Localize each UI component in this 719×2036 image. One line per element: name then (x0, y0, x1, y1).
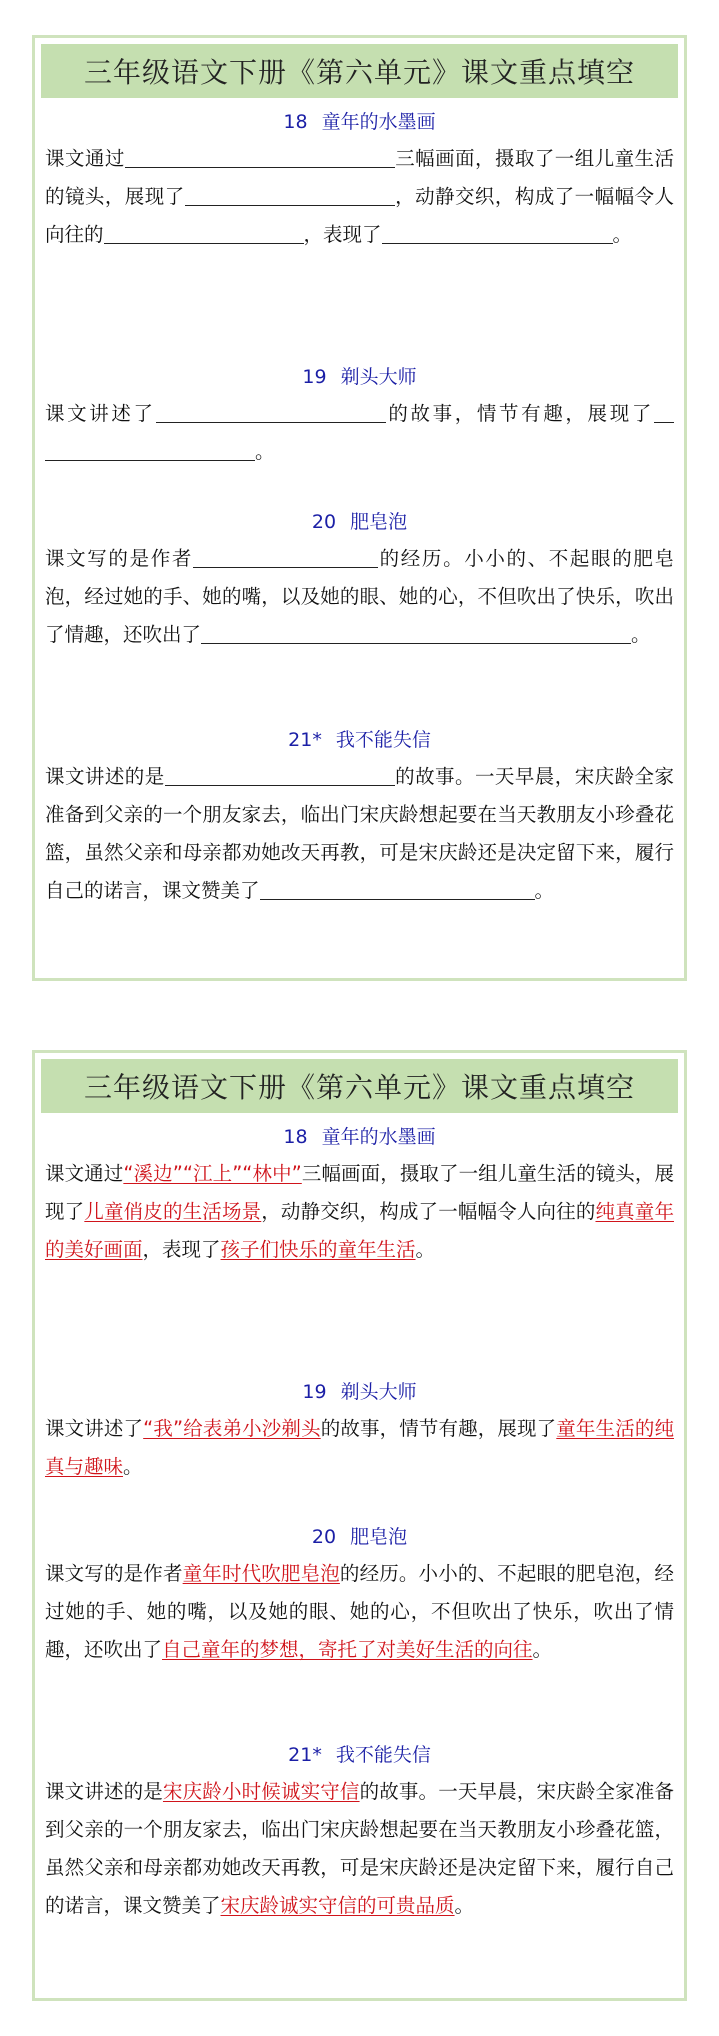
lesson-heading (45, 726, 674, 754)
lesson-19-section (45, 363, 674, 471)
answer-key-worksheet (32, 1050, 687, 2001)
lesson-name: 童年的水墨画 (321, 1126, 436, 1148)
text-segment: ，表现了 (142, 1238, 221, 1261)
lesson-20-section (45, 508, 674, 654)
lesson-number: 20 (311, 1526, 337, 1548)
lesson-21-section (45, 726, 674, 910)
text-segment: 课文通过 (45, 1162, 124, 1185)
lesson-name: 我不能失信 (335, 729, 431, 751)
text-segment: 的故事。一天早晨，宋庆龄全家准备到父亲的一个朋友家去，临出门宋庆龄想起要在当天教朋友小珍叠花篮，虽然父亲和母亲都劝她改天再教，可是宋庆龄还是决定留下来，履行自己的诺言，课文赞美了 (45, 765, 674, 902)
lesson-paragraph (45, 395, 674, 471)
answer-blank[interactable] (156, 400, 386, 423)
text-segment: 的故事，情节有趣，展现了 (385, 402, 654, 425)
answer-text: 宋庆龄小时候诚实守信 (162, 1780, 360, 1803)
lesson-heading (45, 363, 674, 391)
lesson-18-answer-section (45, 1123, 674, 1269)
text-segment: 。 (612, 223, 633, 246)
answer-blank[interactable] (382, 221, 567, 244)
text-segment: 课文讲述了 (45, 402, 156, 425)
lesson-heading (45, 508, 674, 536)
answer-text: 童年生活的纯真与趣味 (45, 1417, 674, 1478)
lesson-number: 18 (283, 111, 308, 133)
answer-blank[interactable] (104, 221, 304, 244)
worksheet-title: 三年级语文下册《第六单元》课文重点填空 (83, 56, 635, 89)
lesson-heading (45, 1523, 674, 1551)
fill-blank-worksheet (32, 35, 687, 981)
text-segment: 。 (534, 879, 555, 902)
answer-blank[interactable] (654, 400, 674, 423)
lesson-answer-paragraph (45, 1410, 674, 1486)
lesson-answer-paragraph (45, 1555, 674, 1669)
text-segment: 的故事。一天早晨，宋庆龄全家准备到父亲的一个朋友家去，临出门宋庆龄想起要在当天教朋友小珍叠花篮，虽然父亲和母亲都劝她改天再教，可是宋庆龄还是决定留下来，履行自己的诺言，课文赞美了 (45, 1780, 674, 1917)
answer-blank[interactable] (125, 145, 395, 168)
lesson-answer-paragraph (45, 1155, 674, 1269)
lesson-paragraph (45, 140, 674, 254)
answer-blank[interactable] (201, 621, 541, 644)
text-segment: 课文讲述的是 (45, 1780, 163, 1803)
lesson-name: 肥皂泡 (350, 511, 408, 533)
lesson-paragraph (45, 758, 674, 910)
text-segment: 课文写的是作者 (45, 547, 193, 570)
lesson-name: 剃头大师 (340, 1381, 417, 1403)
answer-text: 孩子们快乐的童年生活 (220, 1238, 416, 1261)
lesson-19-answer-section (45, 1378, 674, 1486)
lesson-number: 19 (302, 1381, 327, 1403)
lesson-answer-paragraph (45, 1773, 674, 1925)
text-segment: 三幅画面，摄取了一组儿童生活的镜头，展现了 (45, 1162, 674, 1223)
text-segment: 的故事，情节有趣，展现了 (320, 1417, 557, 1440)
text-segment: 。 (415, 1238, 436, 1261)
worksheet-title-bar (41, 1059, 678, 1113)
lesson-number: 21* (288, 1744, 322, 1766)
answer-text: 儿童俏皮的生活场景 (84, 1200, 262, 1223)
lesson-heading (45, 108, 674, 136)
text-segment: ，动静交织，构成了一幅幅令人向往的 (261, 1200, 596, 1223)
lesson-name: 童年的水墨画 (321, 111, 436, 133)
text-segment: 课文写的是作者 (45, 1562, 183, 1585)
text-segment: 。 (454, 1894, 475, 1917)
lesson-name: 剃头大师 (340, 366, 417, 388)
worksheet-title: 三年级语文下册《第六单元》课文重点填空 (83, 1071, 635, 1104)
text-segment: 。 (255, 440, 275, 463)
answer-text: “溪边”“江上”“林中” (123, 1162, 302, 1185)
text-segment: ，动静交织，构成了一幅幅令人向往的 (45, 185, 674, 246)
lesson-21-answer-section (45, 1741, 674, 1925)
lesson-number: 18 (283, 1126, 308, 1148)
text-segment: 。 (123, 1455, 143, 1478)
lesson-heading (45, 1741, 674, 1769)
text-segment: 课文通过 (45, 147, 125, 170)
text-segment: 。 (631, 623, 651, 646)
answer-blank-continued[interactable] (541, 621, 631, 644)
answer-blank-continued[interactable] (45, 438, 255, 461)
answer-text: 宋庆龄诚实守信的可贵品质 (220, 1894, 455, 1917)
text-segment: 。 (532, 1638, 553, 1661)
answer-text: 童年时代吹肥皂泡 (182, 1562, 340, 1585)
answer-text: “我”给表弟小沙剃头 (143, 1417, 321, 1440)
lesson-number: 21* (288, 729, 322, 751)
lesson-heading (45, 1378, 674, 1406)
lesson-name: 我不能失信 (335, 1744, 431, 1766)
answer-blank[interactable] (260, 877, 420, 900)
text-segment: 课文讲述的是 (45, 765, 165, 788)
lesson-18-section (45, 108, 674, 254)
lesson-heading (45, 1123, 674, 1151)
answer-blank[interactable] (193, 545, 378, 568)
answer-blank[interactable] (185, 183, 395, 206)
lesson-number: 20 (311, 511, 337, 533)
lesson-paragraph (45, 540, 674, 654)
text-segment: 三幅画面，摄取了一组儿童生活的镜头，展现了 (45, 147, 674, 208)
lesson-number: 19 (302, 366, 327, 388)
text-segment: ，表现了 (303, 223, 382, 246)
lesson-name: 肥皂泡 (350, 1526, 408, 1548)
text-segment: 的经历。小小的、不起眼的肥皂泡，经过她的手、她的嘴，以及她的眼、她的心，不但吹出了快乐，吹出了情趣，还吹出了 (45, 1562, 674, 1661)
worksheet-title-bar (41, 44, 678, 98)
answer-text: 纯真童年的美好画面 (45, 1200, 674, 1261)
text-segment: 的经历。小小的、不起眼的肥皂泡，经过她的手、她的嘴，以及她的眼、她的心，不但吹出了快乐，吹出了情趣，还吹出了 (45, 547, 674, 646)
lesson-20-answer-section (45, 1523, 674, 1669)
answer-blank[interactable] (165, 763, 395, 786)
answer-blank-continued[interactable] (420, 877, 535, 900)
answer-blank-continued[interactable] (567, 221, 613, 244)
text-segment: 课文讲述了 (45, 1417, 144, 1440)
answer-text: 自己童年的梦想，寄托了对美好生活的向往 (162, 1638, 533, 1661)
